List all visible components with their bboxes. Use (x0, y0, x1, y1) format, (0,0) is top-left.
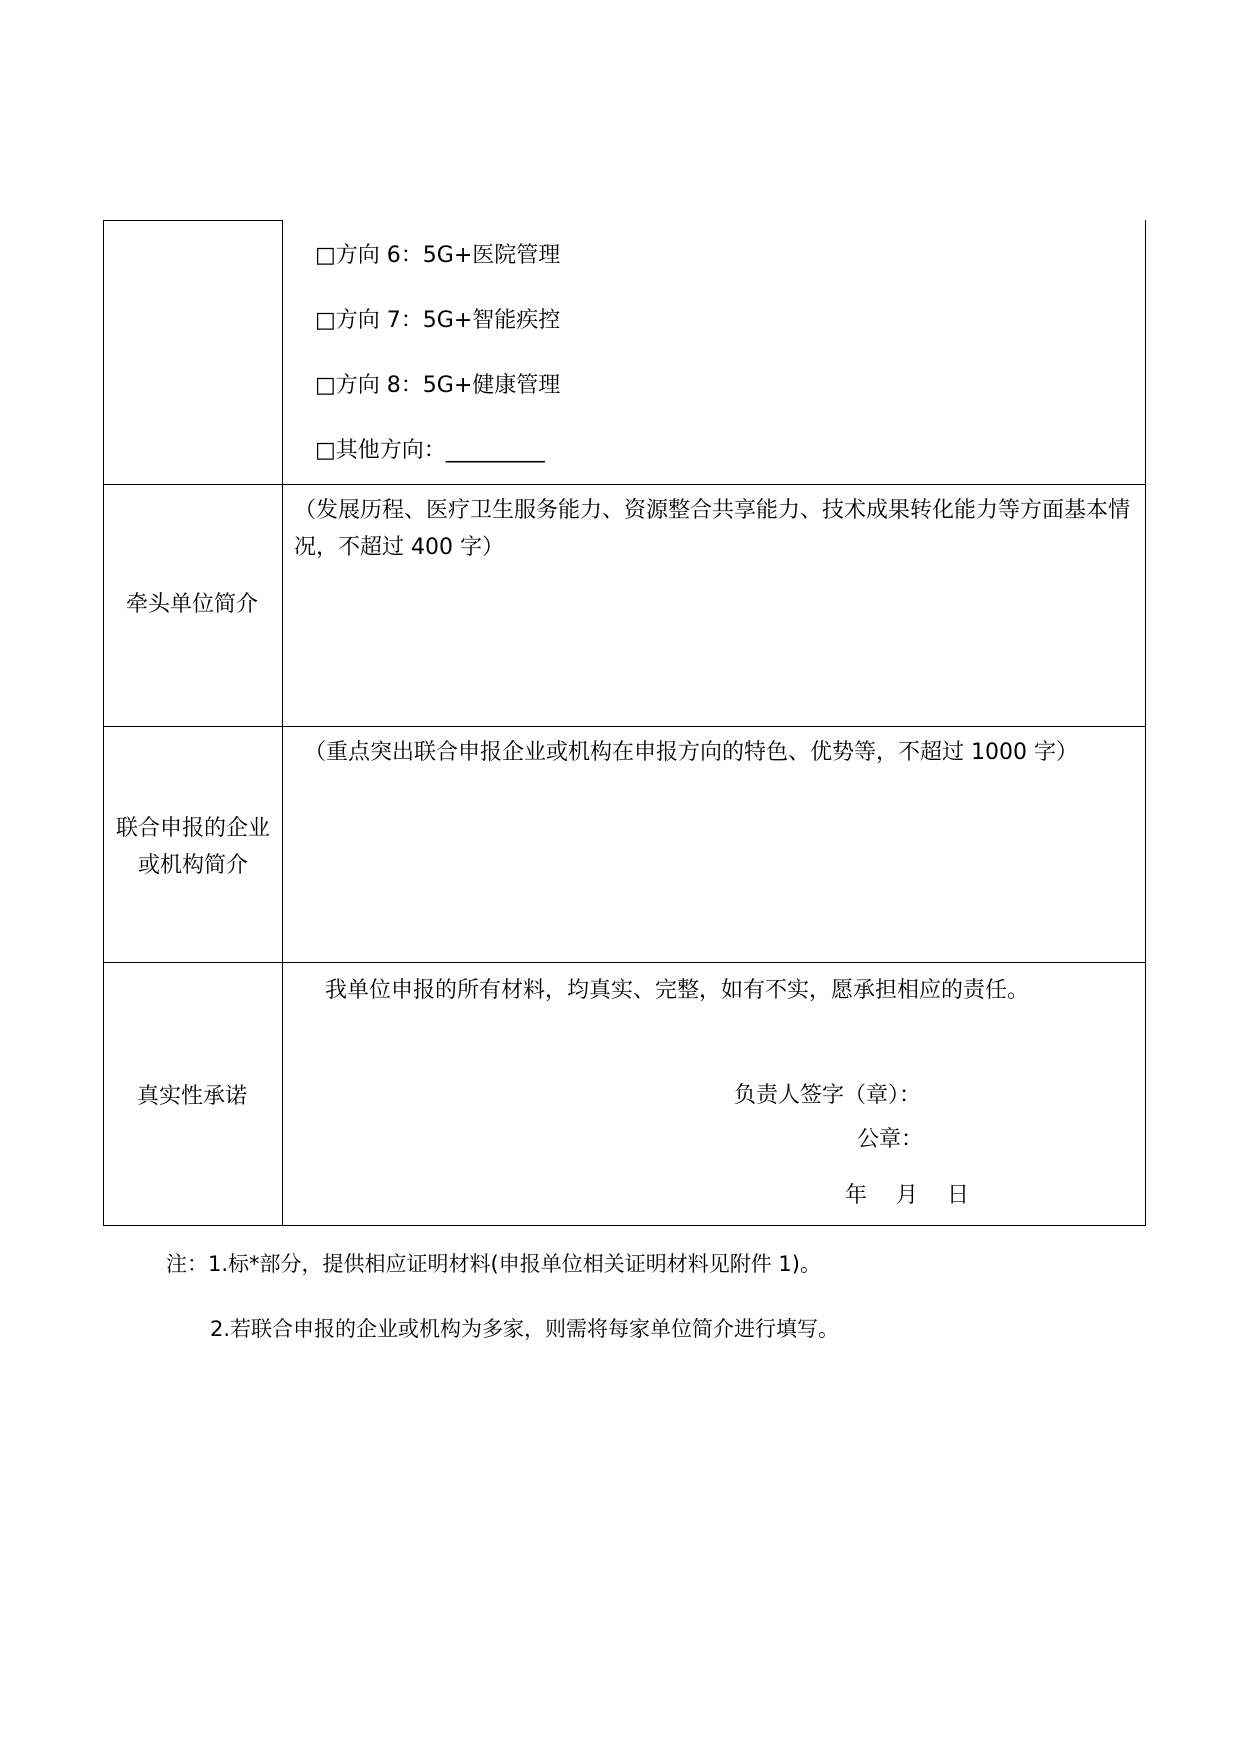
table-border-bottom (103, 1225, 1146, 1226)
joint-units-hint: （重点突出联合申报企业或机构在申报方向的特色、优势等，不超过 1000 字） (304, 740, 1078, 765)
note-2: 2.若联合申报的企业或机构为多家，则需将每家单位简介进行填写。 (210, 1317, 840, 1341)
signature-field: 负责人签字（章）： (734, 1083, 922, 1108)
table-border-top-left (103, 220, 283, 221)
joint-units-label-line2: 或机构简介 (138, 853, 249, 878)
commitment-statement: 我单位申报的所有材料，均真实、完整，如有不实，愿承担相应的责任。 (325, 978, 1030, 1003)
table-row-divider-1 (103, 484, 1146, 485)
table-border-middle (282, 220, 283, 1226)
seal-field: 公章： (857, 1127, 924, 1152)
date-field: 年 月 日 (845, 1183, 969, 1208)
table-border-right (1145, 220, 1146, 1226)
direction-option-other: □其他方向：_________ (315, 438, 545, 463)
lead-unit-hint-line1: （发展历程、医疗卫生服务能力、资源整合共享能力、技术成果转化能力等方面基本情 (294, 498, 1131, 523)
commitment-label: 真实性承诺 (137, 1084, 248, 1109)
joint-units-label-line1: 联合申报的企业 (116, 816, 271, 841)
lead-unit-hint-line2: 况，不超过 400 字） (294, 535, 504, 560)
direction-option-6: □方向 6：5G+医院管理 (315, 243, 561, 268)
note-1: 注：1.标*部分，提供相应证明材料(申报单位相关证明材料见附件 1)。 (166, 1252, 821, 1276)
lead-unit-label: 牵头单位简介 (126, 592, 259, 617)
table-row-divider-3 (103, 962, 1146, 963)
table-border-left (103, 220, 104, 1226)
direction-option-8: □方向 8：5G+健康管理 (315, 373, 561, 398)
direction-option-7: □方向 7：5G+智能疾控 (315, 308, 561, 333)
table-row-divider-2 (103, 726, 1146, 727)
